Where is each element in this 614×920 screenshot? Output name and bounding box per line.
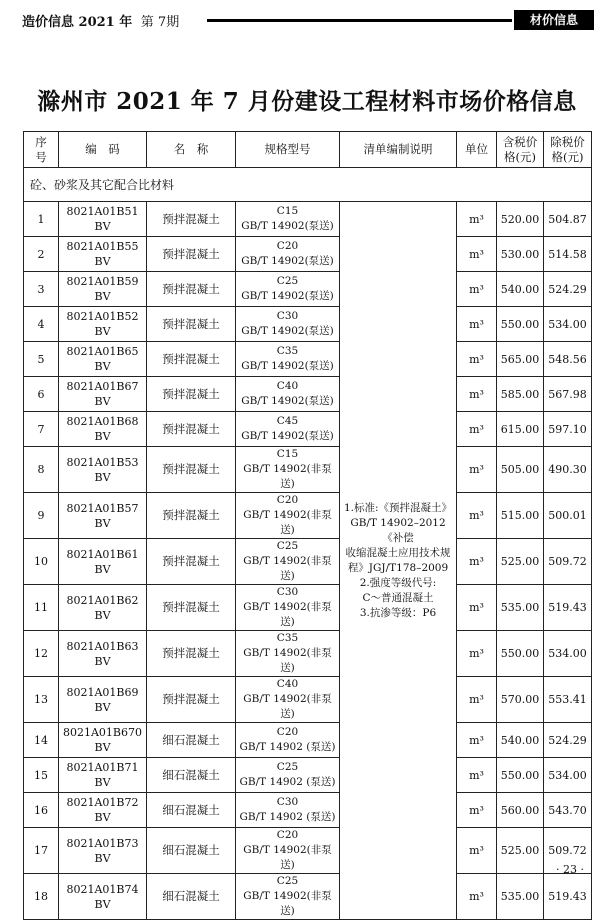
row-price-notax: 534.00 xyxy=(544,758,592,793)
row-price-tax: 550.00 xyxy=(497,758,544,793)
row-unit: m³ xyxy=(457,412,497,447)
page-header xyxy=(22,10,594,32)
row-code: 8021A01B61 BV xyxy=(59,539,147,585)
row-code: 8021A01B670 BV xyxy=(59,723,147,758)
row-spec: C30 GB/T 14902 (泵送) xyxy=(236,793,340,828)
row-spec: C15 GB/T 14902(非泵送) xyxy=(236,447,340,493)
table-row xyxy=(24,828,592,874)
col-name-header: 名 称 xyxy=(147,132,236,168)
row-price-tax: 615.00 xyxy=(497,412,544,447)
col-spec-header: 规格型号 xyxy=(236,132,340,168)
row-code: 8021A01B51 BV xyxy=(59,202,147,237)
row-unit: m³ xyxy=(457,237,497,272)
row-price-tax: 565.00 xyxy=(497,342,544,377)
row-code: 8021A01B72 BV xyxy=(59,793,147,828)
row-name: 预拌混凝土 xyxy=(147,377,236,412)
row-name: 预拌混凝土 xyxy=(147,272,236,307)
row-name: 预拌混凝土 xyxy=(147,342,236,377)
row-price-tax: 550.00 xyxy=(497,307,544,342)
row-unit: m³ xyxy=(457,377,497,412)
header-rule xyxy=(207,19,512,22)
row-price-notax: 509.72 xyxy=(544,539,592,585)
row-spec: C25 GB/T 14902(泵送) xyxy=(236,272,340,307)
row-seq: 9 xyxy=(24,493,59,539)
note-line: 收缩混凝土应用技术规 xyxy=(345,546,451,559)
row-price-notax: 519.43 xyxy=(544,874,592,920)
row-price-notax: 534.00 xyxy=(544,307,592,342)
spec-note xyxy=(340,202,457,920)
row-name: 细石混凝土 xyxy=(147,793,236,828)
row-name: 预拌混凝土 xyxy=(147,539,236,585)
row-price-notax: 524.29 xyxy=(544,272,592,307)
price-table xyxy=(23,131,592,920)
row-code: 8021A01B53 BV xyxy=(59,447,147,493)
row-unit: m³ xyxy=(457,723,497,758)
row-code: 8021A01B59 BV xyxy=(59,272,147,307)
row-unit: m³ xyxy=(457,585,497,631)
table-row xyxy=(24,342,592,377)
row-seq: 13 xyxy=(24,677,59,723)
table-row xyxy=(24,874,592,920)
row-code: 8021A01B63 BV xyxy=(59,631,147,677)
row-spec: C20 GB/T 14902(泵送) xyxy=(236,237,340,272)
row-price-notax: 509.72 xyxy=(544,828,592,874)
row-price-notax: 504.87 xyxy=(544,202,592,237)
row-name: 细石混凝土 xyxy=(147,758,236,793)
row-price-notax: 567.98 xyxy=(544,377,592,412)
row-code: 8021A01B69 BV xyxy=(59,677,147,723)
row-price-tax: 550.00 xyxy=(497,631,544,677)
row-spec: C40 GB/T 14902(非泵送) xyxy=(236,677,340,723)
row-price-tax: 560.00 xyxy=(497,793,544,828)
row-price-notax: 514.58 xyxy=(544,237,592,272)
row-seq: 12 xyxy=(24,631,59,677)
row-unit: m³ xyxy=(457,447,497,493)
col-code-header: 编 码 xyxy=(59,132,147,168)
row-seq: 7 xyxy=(24,412,59,447)
row-seq: 16 xyxy=(24,793,59,828)
table-row xyxy=(24,493,592,539)
row-seq: 14 xyxy=(24,723,59,758)
row-price-tax: 535.00 xyxy=(497,874,544,920)
col-unit-header: 单位 xyxy=(457,132,497,168)
row-spec: C45 GB/T 14902(泵送) xyxy=(236,412,340,447)
table-row xyxy=(24,307,592,342)
row-price-notax: 548.56 xyxy=(544,342,592,377)
note-line: GB/T 14902–2012《补偿 xyxy=(350,516,446,544)
row-unit: m³ xyxy=(457,793,497,828)
note-line: 程》JGJ/T178–2009 xyxy=(347,561,449,574)
row-price-tax: 530.00 xyxy=(497,237,544,272)
row-seq: 4 xyxy=(24,307,59,342)
row-seq: 3 xyxy=(24,272,59,307)
note-line: 3.抗渗等级：P6 xyxy=(359,606,437,619)
header-brand: 造价信息 xyxy=(22,15,75,30)
row-price-notax: 500.01 xyxy=(544,493,592,539)
row-seq: 8 xyxy=(24,447,59,493)
row-unit: m³ xyxy=(457,539,497,585)
row-seq: 1 xyxy=(24,202,59,237)
row-name: 细石混凝土 xyxy=(147,874,236,920)
row-spec: C20 GB/T 14902(非泵送) xyxy=(236,493,340,539)
row-price-tax: 540.00 xyxy=(497,723,544,758)
row-price-tax: 515.00 xyxy=(497,493,544,539)
row-spec: C20 GB/T 14902(非泵送) xyxy=(236,828,340,874)
row-price-tax: 570.00 xyxy=(497,677,544,723)
row-unit: m³ xyxy=(457,828,497,874)
note-line: 2.强度等级代号: xyxy=(359,576,437,589)
row-name: 预拌混凝土 xyxy=(147,237,236,272)
row-seq: 5 xyxy=(24,342,59,377)
table-row xyxy=(24,631,592,677)
row-code: 8021A01B62 BV xyxy=(59,585,147,631)
row-price-tax: 540.00 xyxy=(497,272,544,307)
row-seq: 6 xyxy=(24,377,59,412)
row-price-tax: 585.00 xyxy=(497,377,544,412)
row-name: 预拌混凝土 xyxy=(147,412,236,447)
row-unit: m³ xyxy=(457,677,497,723)
table-row xyxy=(24,412,592,447)
col-seq-header: 序 号 xyxy=(24,132,59,168)
row-name: 预拌混凝土 xyxy=(147,585,236,631)
row-unit: m³ xyxy=(457,272,497,307)
table-row xyxy=(24,793,592,828)
row-price-tax: 525.00 xyxy=(497,539,544,585)
row-unit: m³ xyxy=(457,631,497,677)
table-header-row xyxy=(24,132,592,168)
row-price-notax: 534.00 xyxy=(544,631,592,677)
row-code: 8021A01B65 BV xyxy=(59,342,147,377)
row-unit: m³ xyxy=(457,874,497,920)
col-note-header: 清单编制说明 xyxy=(340,132,457,168)
row-spec: C35 GB/T 14902(非泵送) xyxy=(236,631,340,677)
row-name: 预拌混凝土 xyxy=(147,493,236,539)
row-price-tax: 525.00 xyxy=(497,828,544,874)
header-year: 2021 年 xyxy=(78,15,133,30)
note-line: C～普通混凝土 xyxy=(362,591,434,604)
note-line: 1.标准:《预拌混凝土》 xyxy=(343,501,453,514)
category-row xyxy=(24,168,592,202)
section-tag: 材价信息 xyxy=(514,10,594,30)
row-spec: C25 GB/T 14902(非泵送) xyxy=(236,539,340,585)
table-row xyxy=(24,272,592,307)
row-name: 预拌混凝土 xyxy=(147,447,236,493)
table-row xyxy=(24,723,592,758)
row-price-notax: 597.10 xyxy=(544,412,592,447)
table-row xyxy=(24,377,592,412)
row-unit: m³ xyxy=(457,202,497,237)
row-spec: C15 GB/T 14902(泵送) xyxy=(236,202,340,237)
table-row xyxy=(24,202,592,237)
table-row xyxy=(24,539,592,585)
row-seq: 18 xyxy=(24,874,59,920)
row-unit: m³ xyxy=(457,493,497,539)
row-price-notax: 543.70 xyxy=(544,793,592,828)
table-row xyxy=(24,447,592,493)
row-spec: C40 GB/T 14902(泵送) xyxy=(236,377,340,412)
row-spec: C35 GB/T 14902(泵送) xyxy=(236,342,340,377)
row-seq: 11 xyxy=(24,585,59,631)
row-code: 8021A01B73 BV xyxy=(59,828,147,874)
row-seq: 2 xyxy=(24,237,59,272)
row-seq: 17 xyxy=(24,828,59,874)
page-number: · 23 · xyxy=(556,863,584,876)
row-name: 细石混凝土 xyxy=(147,723,236,758)
table-row xyxy=(24,677,592,723)
row-code: 8021A01B55 BV xyxy=(59,237,147,272)
col-price-tax-header: 含税价 格(元) xyxy=(497,132,544,168)
row-seq: 15 xyxy=(24,758,59,793)
row-spec: C30 GB/T 14902(泵送) xyxy=(236,307,340,342)
row-name: 预拌混凝土 xyxy=(147,202,236,237)
row-unit: m³ xyxy=(457,342,497,377)
row-name: 细石混凝土 xyxy=(147,828,236,874)
row-price-tax: 535.00 xyxy=(497,585,544,631)
row-unit: m³ xyxy=(457,758,497,793)
row-price-notax: 553.41 xyxy=(544,677,592,723)
table-row xyxy=(24,758,592,793)
page-title: 滁州市 2021 年 7 月份建设工程材料市场价格信息 xyxy=(37,88,577,115)
row-price-notax: 524.29 xyxy=(544,723,592,758)
row-unit: m³ xyxy=(457,307,497,342)
row-spec: C20 GB/T 14902 (泵送) xyxy=(236,723,340,758)
row-code: 8021A01B52 BV xyxy=(59,307,147,342)
row-code: 8021A01B74 BV xyxy=(59,874,147,920)
table-row xyxy=(24,237,592,272)
row-spec: C30 GB/T 14902(非泵送) xyxy=(236,585,340,631)
row-name: 预拌混凝土 xyxy=(147,631,236,677)
row-name: 预拌混凝土 xyxy=(147,307,236,342)
row-spec: C25 GB/T 14902 (泵送) xyxy=(236,758,340,793)
row-code: 8021A01B71 BV xyxy=(59,758,147,793)
header-issue: 第 7期 xyxy=(140,15,180,30)
row-code: 8021A01B67 BV xyxy=(59,377,147,412)
category-label: 砼、砂浆及其它配合比材料 xyxy=(24,168,592,202)
row-price-notax: 490.30 xyxy=(544,447,592,493)
row-code: 8021A01B68 BV xyxy=(59,412,147,447)
table-row xyxy=(24,585,592,631)
row-seq: 10 xyxy=(24,539,59,585)
col-price-notax-header: 除税价 格(元) xyxy=(544,132,592,168)
row-price-tax: 505.00 xyxy=(497,447,544,493)
row-code: 8021A01B57 BV xyxy=(59,493,147,539)
header-publication xyxy=(22,11,179,30)
row-name: 预拌混凝土 xyxy=(147,677,236,723)
row-price-notax: 519.43 xyxy=(544,585,592,631)
row-spec: C25 GB/T 14902(非泵送) xyxy=(236,874,340,920)
row-price-tax: 520.00 xyxy=(497,202,544,237)
